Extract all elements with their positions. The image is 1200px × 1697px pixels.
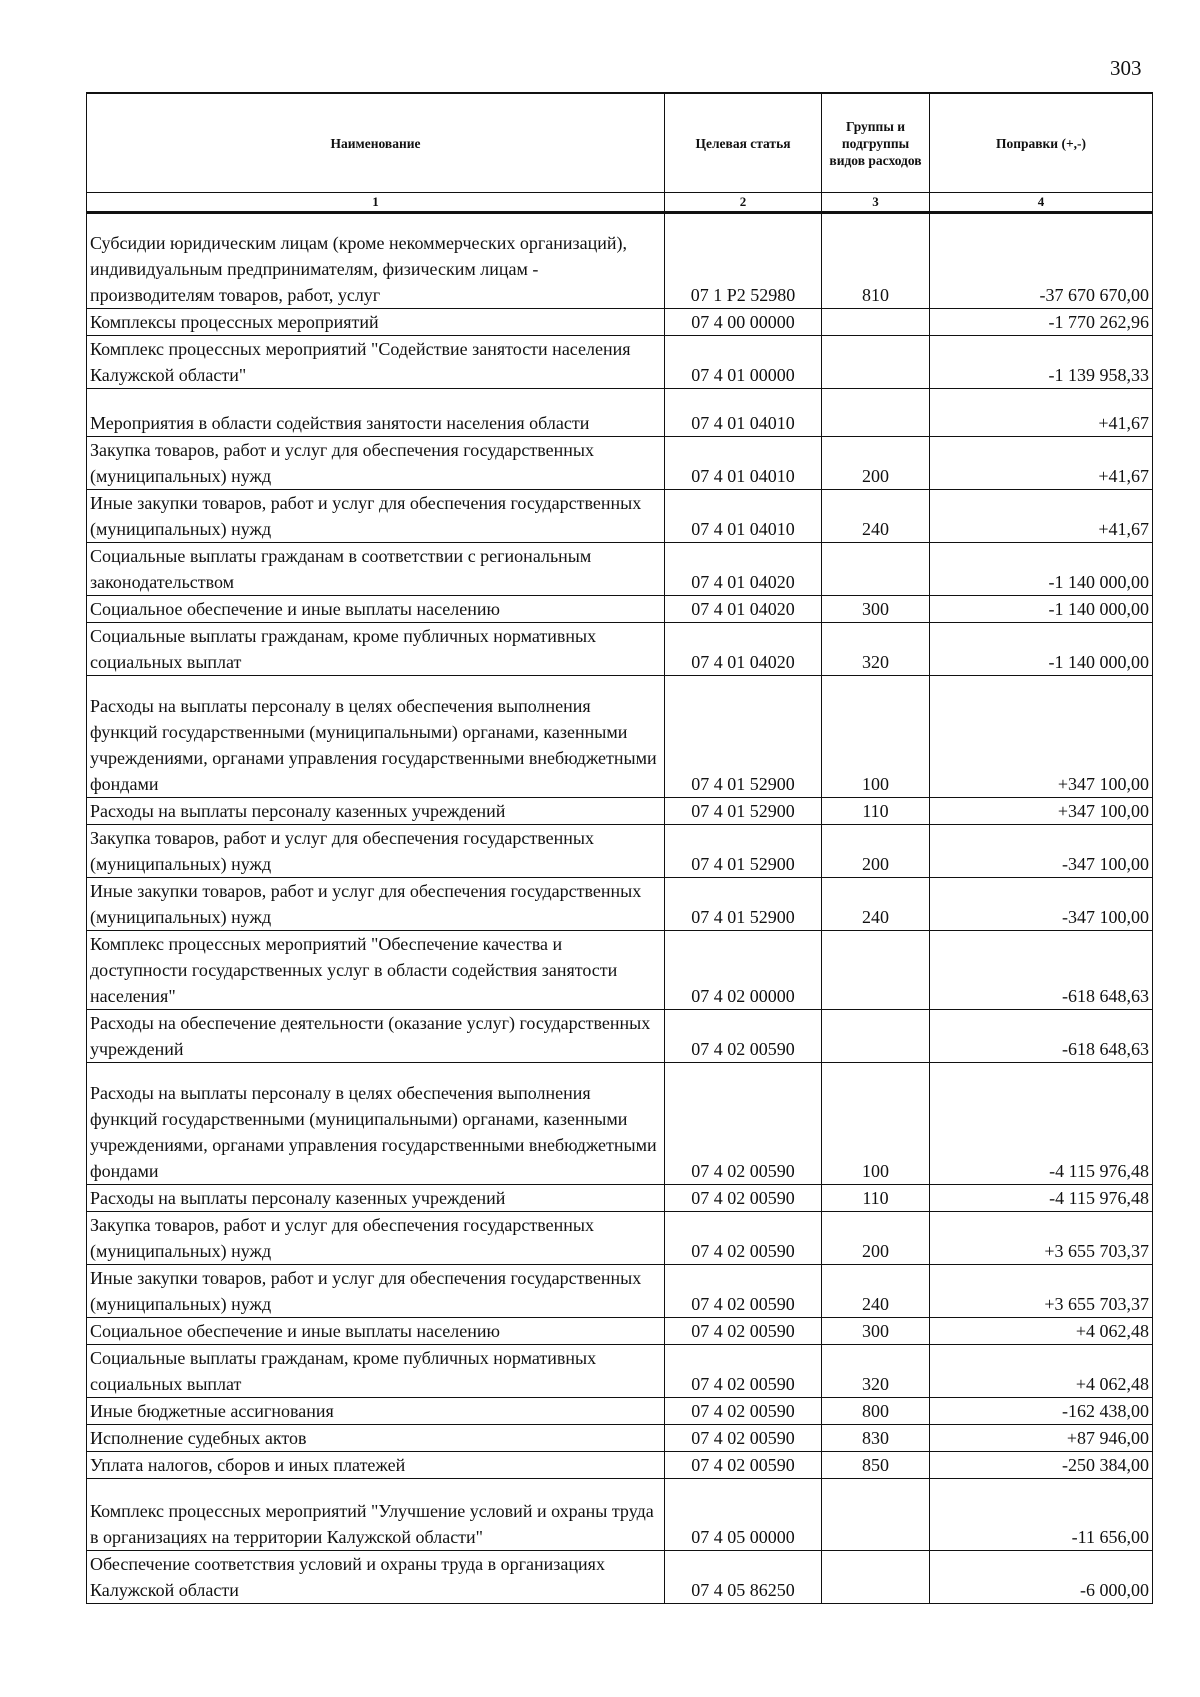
row-code-cell: 07 1 Р2 52980 — [665, 213, 822, 309]
table-row — [87, 825, 1153, 878]
row-code-cell: 07 4 01 52900 — [665, 798, 822, 825]
row-name-cell: Исполнение судебных актов — [87, 1425, 665, 1452]
table-row — [87, 1345, 1153, 1398]
table-row — [87, 623, 1153, 676]
row-amount-cell: -4 115 976,48 — [930, 1063, 1153, 1185]
row-amount-cell: +4 062,48 — [930, 1345, 1153, 1398]
row-group-cell: 240 — [822, 490, 930, 543]
row-group-cell: 800 — [822, 1398, 930, 1425]
row-name-cell: Расходы на выплаты персоналу казенных учреждений — [87, 1185, 665, 1212]
row-amount-cell: +4 062,48 — [930, 1318, 1153, 1345]
row-amount-cell: -6 000,00 — [930, 1551, 1153, 1604]
table-row — [87, 1479, 1153, 1551]
table-row — [87, 1063, 1153, 1185]
row-code-cell: 07 4 05 86250 — [665, 1551, 822, 1604]
row-name-cell: Расходы на выплаты персоналу в целях обеспечения выполнения функций государственными (муниципальными) органами, казенными учреждениями, органами управления государственными внебюджетными фондами — [87, 676, 665, 798]
row-amount-cell: -11 656,00 — [930, 1479, 1153, 1551]
table-row — [87, 676, 1153, 798]
row-group-cell — [822, 1010, 930, 1063]
row-name-cell: Иные бюджетные ассигнования — [87, 1398, 665, 1425]
header-expense-groups: Группы и подгруппы видов расходов — [822, 93, 930, 193]
row-name-cell: Закупка товаров, работ и услуг для обеспечения государственных (муниципальных) нужд — [87, 1212, 665, 1265]
row-amount-cell: -1 140 000,00 — [930, 543, 1153, 596]
row-amount-cell: -1 140 000,00 — [930, 623, 1153, 676]
budget-amendments-table — [86, 92, 1153, 1604]
row-amount-cell: -347 100,00 — [930, 825, 1153, 878]
row-code-cell: 07 4 01 04020 — [665, 596, 822, 623]
row-code-cell: 07 4 02 00590 — [665, 1010, 822, 1063]
row-name-cell: Социальные выплаты гражданам, кроме публичных нормативных социальных выплат — [87, 623, 665, 676]
table-row — [87, 931, 1153, 1010]
row-group-cell: 850 — [822, 1452, 930, 1479]
row-name-cell: Социальные выплаты гражданам в соответствии с региональным законодательством — [87, 543, 665, 596]
row-name-cell: Иные закупки товаров, работ и услуг для обеспечения государственных (муниципальных) нужд — [87, 1265, 665, 1318]
table-row — [87, 1425, 1153, 1452]
row-code-cell: 07 4 01 04010 — [665, 389, 822, 437]
row-name-cell: Расходы на выплаты персоналу казенных учреждений — [87, 798, 665, 825]
row-group-cell: 200 — [822, 1212, 930, 1265]
row-code-cell: 07 4 01 04020 — [665, 543, 822, 596]
row-group-cell — [822, 309, 930, 336]
table-row — [87, 309, 1153, 336]
header-target-article: Целевая статья — [665, 93, 822, 193]
column-number-row — [87, 193, 1153, 213]
row-group-cell: 110 — [822, 798, 930, 825]
row-code-cell: 07 4 01 52900 — [665, 878, 822, 931]
row-name-cell: Расходы на обеспечение деятельности (оказание услуг) государственных учреждений — [87, 1010, 665, 1063]
row-code-cell: 07 4 01 00000 — [665, 336, 822, 389]
row-code-cell: 07 4 01 52900 — [665, 676, 822, 798]
row-group-cell: 110 — [822, 1185, 930, 1212]
table-row — [87, 389, 1153, 437]
row-name-cell: Расходы на выплаты персоналу в целях обеспечения выполнения функций государственными (муниципальными) органами, казенными учреждениями, органами управления государственными внебюджетными фондами — [87, 1063, 665, 1185]
header-name: Наименование — [87, 93, 665, 193]
row-group-cell: 300 — [822, 596, 930, 623]
row-code-cell: 07 4 02 00590 — [665, 1452, 822, 1479]
row-amount-cell: +87 946,00 — [930, 1425, 1153, 1452]
table-row — [87, 1452, 1153, 1479]
row-name-cell: Иные закупки товаров, работ и услуг для обеспечения государственных (муниципальных) нужд — [87, 490, 665, 543]
row-amount-cell: -250 384,00 — [930, 1452, 1153, 1479]
row-code-cell: 07 4 02 00590 — [665, 1425, 822, 1452]
row-name-cell: Социальные выплаты гражданам, кроме публичных нормативных социальных выплат — [87, 1345, 665, 1398]
row-group-cell: 320 — [822, 623, 930, 676]
row-group-cell — [822, 389, 930, 437]
table-row — [87, 798, 1153, 825]
table-body — [87, 213, 1153, 1604]
row-amount-cell: -37 670 670,00 — [930, 213, 1153, 309]
column-number: 3 — [822, 193, 930, 213]
column-number: 2 — [665, 193, 822, 213]
row-amount-cell: +3 655 703,37 — [930, 1212, 1153, 1265]
row-name-cell: Обеспечение соответствия условий и охраны труда в организациях Калужской области — [87, 1551, 665, 1604]
page-number: 303 — [1110, 56, 1142, 80]
row-code-cell: 07 4 02 00590 — [665, 1398, 822, 1425]
row-group-cell: 100 — [822, 1063, 930, 1185]
table-row — [87, 1212, 1153, 1265]
table-row — [87, 437, 1153, 490]
row-group-cell — [822, 1551, 930, 1604]
row-group-cell: 240 — [822, 1265, 930, 1318]
row-amount-cell: -618 648,63 — [930, 931, 1153, 1010]
row-code-cell: 07 4 02 00590 — [665, 1345, 822, 1398]
row-amount-cell: -4 115 976,48 — [930, 1185, 1153, 1212]
table-row — [87, 1185, 1153, 1212]
column-number: 1 — [87, 193, 665, 213]
row-code-cell: 07 4 01 04010 — [665, 437, 822, 490]
row-name-cell: Комплекс процессных мероприятий "Содействие занятости населения Калужской области" — [87, 336, 665, 389]
table-row — [87, 596, 1153, 623]
row-amount-cell: +3 655 703,37 — [930, 1265, 1153, 1318]
table-row — [87, 1551, 1153, 1604]
row-code-cell: 07 4 01 04020 — [665, 623, 822, 676]
column-number: 4 — [930, 193, 1153, 213]
row-name-cell: Субсидии юридическим лицам (кроме некоммерческих организаций), индивидуальным предпринимателям, физическим лицам - производителям товаров, работ, услуг — [87, 213, 665, 309]
row-amount-cell: +41,67 — [930, 437, 1153, 490]
row-code-cell: 07 4 02 00590 — [665, 1212, 822, 1265]
table-row — [87, 213, 1153, 309]
row-group-cell — [822, 931, 930, 1010]
table-row — [87, 1398, 1153, 1425]
row-group-cell: 300 — [822, 1318, 930, 1345]
table-row — [87, 490, 1153, 543]
row-name-cell: Комплекс процессных мероприятий "Обеспечение качества и доступности государственных услуг в области содействия занятости населения" — [87, 931, 665, 1010]
table-row — [87, 336, 1153, 389]
table-header-row — [87, 93, 1153, 193]
row-group-cell: 810 — [822, 213, 930, 309]
row-code-cell: 07 4 02 00590 — [665, 1318, 822, 1345]
row-code-cell: 07 4 05 00000 — [665, 1479, 822, 1551]
row-amount-cell: -1 140 000,00 — [930, 596, 1153, 623]
row-code-cell: 07 4 01 52900 — [665, 825, 822, 878]
row-group-cell — [822, 543, 930, 596]
row-group-cell: 200 — [822, 437, 930, 490]
table-row — [87, 1318, 1153, 1345]
header-amendments: Поправки (+,-) — [930, 93, 1153, 193]
table-row — [87, 878, 1153, 931]
table-row — [87, 543, 1153, 596]
row-name-cell: Мероприятия в области содействия занятости населения области — [87, 389, 665, 437]
row-name-cell: Закупка товаров, работ и услуг для обеспечения государственных (муниципальных) нужд — [87, 437, 665, 490]
row-name-cell: Социальное обеспечение и иные выплаты населению — [87, 596, 665, 623]
row-group-cell — [822, 336, 930, 389]
row-code-cell: 07 4 01 04010 — [665, 490, 822, 543]
row-group-cell — [822, 1479, 930, 1551]
row-amount-cell: +347 100,00 — [930, 798, 1153, 825]
row-name-cell: Закупка товаров, работ и услуг для обеспечения государственных (муниципальных) нужд — [87, 825, 665, 878]
row-code-cell: 07 4 02 00590 — [665, 1063, 822, 1185]
row-name-cell: Уплата налогов, сборов и иных платежей — [87, 1452, 665, 1479]
row-group-cell: 830 — [822, 1425, 930, 1452]
row-code-cell: 07 4 02 00000 — [665, 931, 822, 1010]
row-amount-cell: -162 438,00 — [930, 1398, 1153, 1425]
row-amount-cell: +41,67 — [930, 490, 1153, 543]
row-amount-cell: -618 648,63 — [930, 1010, 1153, 1063]
table-row — [87, 1265, 1153, 1318]
row-amount-cell: +41,67 — [930, 389, 1153, 437]
row-name-cell: Комплекс процессных мероприятий "Улучшение условий и охраны труда в организациях на территории Калужской области" — [87, 1479, 665, 1551]
row-group-cell: 100 — [822, 676, 930, 798]
row-code-cell: 07 4 02 00590 — [665, 1265, 822, 1318]
row-amount-cell: -1 139 958,33 — [930, 336, 1153, 389]
row-code-cell: 07 4 00 00000 — [665, 309, 822, 336]
row-name-cell: Иные закупки товаров, работ и услуг для обеспечения государственных (муниципальных) нужд — [87, 878, 665, 931]
row-group-cell: 320 — [822, 1345, 930, 1398]
row-name-cell: Социальное обеспечение и иные выплаты населению — [87, 1318, 665, 1345]
row-group-cell: 200 — [822, 825, 930, 878]
row-code-cell: 07 4 02 00590 — [665, 1185, 822, 1212]
row-amount-cell: -347 100,00 — [930, 878, 1153, 931]
table-row — [87, 1010, 1153, 1063]
row-group-cell: 240 — [822, 878, 930, 931]
row-amount-cell: +347 100,00 — [930, 676, 1153, 798]
row-name-cell: Комплексы процессных мероприятий — [87, 309, 665, 336]
row-amount-cell: -1 770 262,96 — [930, 309, 1153, 336]
